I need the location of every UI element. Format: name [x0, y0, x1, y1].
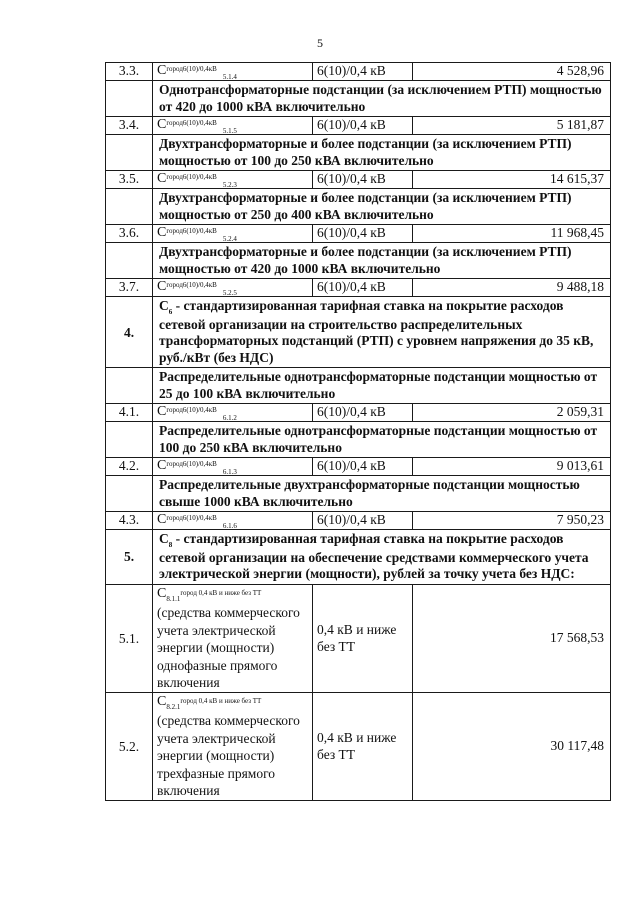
table-row: [106, 243, 611, 279]
rate-value: 9 488,18: [413, 279, 611, 297]
voltage-cell: 6(10)/0,4 кВ: [313, 458, 413, 476]
row-number: 3.6.: [106, 225, 153, 243]
row-number: 4.1.: [106, 404, 153, 422]
rate-value: 5 181,87: [413, 117, 611, 135]
rate-symbol-letter: С: [157, 225, 167, 240]
rate-symbol: [153, 512, 313, 530]
section-symbol: С: [159, 298, 169, 313]
rate-symbol-subscript: 5.2.5: [222, 289, 237, 297]
subheading: Двухтрансформаторные и более подстанции (за исключением РТП) мощностью от 250 до 400 кВА включительно: [153, 189, 611, 225]
rate-symbol-subscript: 5.2.3: [222, 181, 237, 189]
rate-symbol: [153, 225, 313, 243]
rate-symbol-letter: С: [157, 117, 167, 132]
rate-symbol-subscript: 5.1.4: [222, 73, 237, 81]
table-row: [106, 225, 611, 243]
table-row: [106, 189, 611, 225]
section-heading: [153, 297, 611, 368]
rate-value: 17 568,53: [413, 584, 611, 692]
rate-symbol-subscript: 8.1.1: [166, 594, 181, 603]
section-symbol-subscript: 8: [168, 541, 173, 549]
voltage-cell: 6(10)/0,4 кВ: [313, 63, 413, 81]
blank-cell: [106, 243, 153, 279]
rate-symbol-subscript: 6.1.2: [222, 414, 237, 422]
rate-symbol: [153, 63, 313, 81]
tariff-table: [105, 62, 611, 801]
voltage-cell: 6(10)/0,4 кВ: [313, 225, 413, 243]
table-row: [106, 135, 611, 171]
rate-symbol: [153, 171, 313, 189]
rate-symbol-superscript: город 0,4 кВ и ниже без ТТ: [180, 696, 262, 705]
blank-cell: [106, 135, 153, 171]
subheading: Распределительные однотрансформаторные подстанции мощностью от 25 до 100 кВА включительно: [153, 368, 611, 404]
rate-value: 2 059,31: [413, 404, 611, 422]
rate-symbol-superscript: город 0,4 кВ и ниже без ТТ: [180, 588, 262, 597]
rate-symbol-superscript: город6(10)/0,4кВ: [166, 406, 217, 414]
rate-symbol: [153, 117, 313, 135]
voltage-cell: 0,4 кВ и ниже без ТТ: [313, 692, 413, 800]
table-row: [106, 171, 611, 189]
row-number: 5.2.: [106, 692, 153, 800]
meter-description: [153, 584, 313, 692]
subheading: Распределительные однотрансформаторные подстанции мощностью от 100 до 250 кВА включительно: [153, 422, 611, 458]
voltage-cell: 6(10)/0,4 кВ: [313, 279, 413, 297]
blank-cell: [106, 476, 153, 512]
rate-value: 14 615,37: [413, 171, 611, 189]
table-row: [106, 512, 611, 530]
row-number: 3.5.: [106, 171, 153, 189]
subheading: Однотрансформаторные подстанции (за исключением РТП) мощностью от 420 до 1000 кВА включительно: [153, 81, 611, 117]
rate-symbol-superscript: город6(10)/0,4кВ: [166, 173, 217, 181]
table-row: [106, 584, 611, 692]
table-row: [106, 279, 611, 297]
rate-symbol-subscript: 5.2.4: [222, 235, 237, 243]
meter-description-text: (средства коммерческого учета электрической энергии (мощности) трехфазные прямого включения: [157, 713, 300, 798]
rate-symbol-letter: С: [157, 63, 167, 78]
rate-symbol-subscript: 8.2.1: [166, 702, 181, 711]
rate-symbol-subscript: 5.1.5: [222, 127, 237, 135]
row-number: 5.1.: [106, 584, 153, 692]
rate-symbol-letter: С: [157, 512, 167, 527]
table-row: [106, 458, 611, 476]
rate-symbol-letter: С: [157, 404, 167, 419]
section-text: - стандартизированная тарифная ставка на покрытие расходов сетевой организации на обеспечение средствами коммерческого учета электрической энергии (мощности), рублей за точку учета без НДС:: [159, 531, 589, 581]
table-row: [106, 476, 611, 512]
table-row: [106, 81, 611, 117]
meter-description-text: (средства коммерческого учета электрической энергии (мощности) однофазные прямого включения: [157, 605, 300, 690]
rate-symbol-letter: С: [157, 585, 167, 601]
section-heading: [153, 530, 611, 585]
rate-symbol: [157, 693, 308, 713]
row-number: 3.3.: [106, 63, 153, 81]
page-number: 5: [317, 36, 323, 50]
rate-symbol: [153, 404, 313, 422]
voltage-cell: 6(10)/0,4 кВ: [313, 512, 413, 530]
table-row: [106, 117, 611, 135]
blank-cell: [106, 422, 153, 458]
rate-symbol-superscript: город6(10)/0,4кВ: [166, 514, 217, 522]
rate-symbol-superscript: город6(10)/0,4кВ: [166, 281, 217, 289]
rate-value: 30 117,48: [413, 692, 611, 800]
rate-value: 11 968,45: [413, 225, 611, 243]
subheading: Распределительные двухтрансформаторные подстанции мощностью свыше 1000 кВА включительно: [153, 476, 611, 512]
section-number: 5.: [106, 530, 153, 585]
table-row: [106, 404, 611, 422]
section-number: 4.: [106, 297, 153, 368]
blank-cell: [106, 81, 153, 117]
rate-symbol-letter: С: [157, 458, 167, 473]
blank-cell: [106, 368, 153, 404]
rate-symbol-letter: С: [157, 279, 167, 294]
rate-symbol-superscript: город6(10)/0,4кВ: [166, 227, 217, 235]
table-row: [106, 530, 611, 585]
rate-symbol: [153, 458, 313, 476]
rate-symbol: [153, 279, 313, 297]
voltage-cell: 0,4 кВ и ниже без ТТ: [313, 584, 413, 692]
meter-description: [153, 692, 313, 800]
table-row: [106, 692, 611, 800]
table-row: [106, 297, 611, 368]
voltage-cell: 6(10)/0,4 кВ: [313, 404, 413, 422]
subheading: Двухтрансформаторные и более подстанции (за исключением РТП) мощностью от 420 до 1000 кВА включительно: [153, 243, 611, 279]
row-number: 3.7.: [106, 279, 153, 297]
row-number: 4.3.: [106, 512, 153, 530]
table-row: [106, 422, 611, 458]
rate-value: 4 528,96: [413, 63, 611, 81]
section-text: - стандартизированная тарифная ставка на покрытие расходов сетевой организации на строительство распределительных трансформаторных подстанций (РТП) с уровнем напряжения до 35 кВ, руб./кВт (без НДС): [159, 298, 594, 365]
rate-symbol: [157, 585, 308, 605]
row-number: 4.2.: [106, 458, 153, 476]
voltage-cell: 6(10)/0,4 кВ: [313, 171, 413, 189]
subheading: Двухтрансформаторные и более подстанции (за исключением РТП) мощностью от 100 до 250 кВА включительно: [153, 135, 611, 171]
rate-symbol-letter: С: [157, 693, 167, 709]
rate-symbol-superscript: город6(10)/0,4кВ: [166, 460, 217, 468]
rate-symbol-subscript: 6.1.3: [222, 468, 237, 476]
blank-cell: [106, 189, 153, 225]
rate-symbol-superscript: город6(10)/0,4кВ: [166, 119, 217, 127]
rate-symbol-superscript: город6(10)/0,4кВ: [166, 65, 217, 73]
rate-value: 9 013,61: [413, 458, 611, 476]
row-number: 3.4.: [106, 117, 153, 135]
voltage-cell: 6(10)/0,4 кВ: [313, 117, 413, 135]
rate-value: 7 950,23: [413, 512, 611, 530]
section-symbol: С: [159, 531, 169, 546]
table-row: [106, 63, 611, 81]
rate-symbol-letter: С: [157, 171, 167, 186]
rate-symbol-subscript: 6.1.6: [222, 522, 237, 530]
section-symbol-subscript: 6: [168, 308, 173, 316]
table-row: [106, 368, 611, 404]
